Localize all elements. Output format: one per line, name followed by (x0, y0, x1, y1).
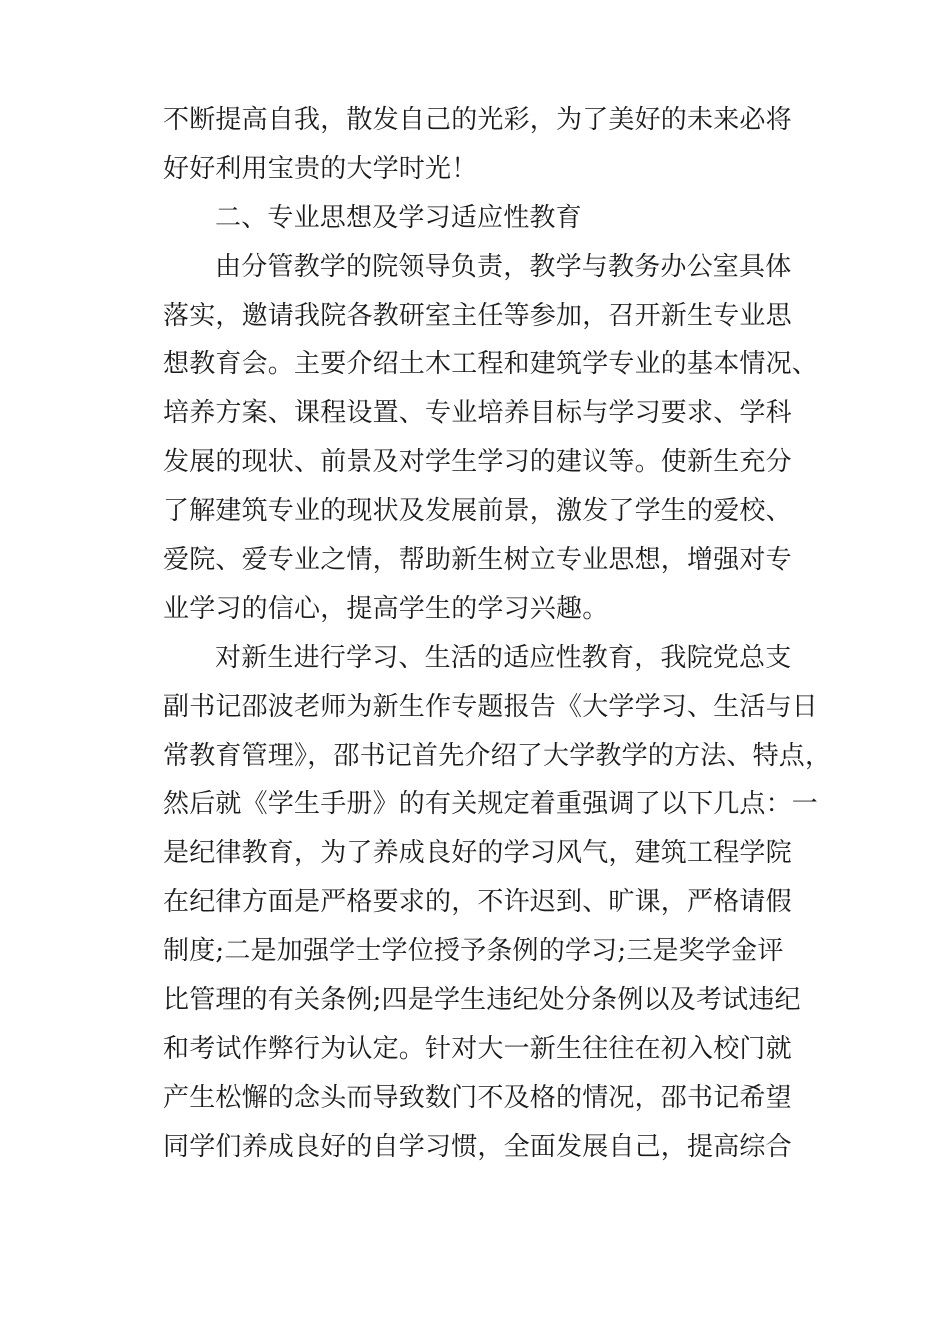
text-line: 是纪律教育，为了养成良好的学习风气，建筑工程学院 (163, 838, 792, 869)
body-text (163, 96, 832, 1172)
text-line: 发展的现状、前景及对学生学习的建议等。使新生充分 (163, 447, 792, 478)
text-line: 在纪律方面是严格要求的，不许迟到、旷课，严格请假 (163, 887, 792, 918)
text-line: 比管理的有关条例;四是学生违纪处分条例以及考试违纪 (163, 985, 801, 1016)
text-line: 制度;二是加强学士学位授予条例的学习;三是奖学金评 (163, 936, 784, 967)
text-line: 落实，邀请我院各教研室主任等参加，召开新生专业思 (163, 300, 792, 331)
text-line: 想教育会。主要介绍土木工程和建筑学专业的基本情况、 (163, 349, 819, 380)
paragraph-first-line: 由分管教学的院领导负责，教学与教务办公室具体 (215, 251, 792, 282)
text-line: 然后就《学生手册》的有关规定着重强调了以下几点：一 (163, 789, 819, 820)
text-line: 常教育管理》，邵书记首先介绍了大学教学的方法、特点， (163, 740, 832, 771)
text-line: 产生松懈的念头而导致数门不及格的情况，邵书记希望 (163, 1082, 792, 1113)
text-line: 爱院、爱专业之情，帮助新生树立专业思想，增强对专 (163, 545, 792, 576)
paragraph-first-line: 对新生进行学习、生活的适应性教育，我院党总支 (215, 642, 792, 673)
text-line: 不断提高自我，散发自己的光彩，为了美好的未来必将 (163, 105, 792, 135)
text-line: 了解建筑专业的现状及发展前景，激发了学生的爱校、 (163, 496, 792, 527)
text-line: 和考试作弊行为认定。针对大一新生往往在初入校门就 (163, 1033, 792, 1064)
text-line: 副书记邵波老师为新生作专题报告《大学学习、生活与日 (163, 691, 819, 722)
text-line: 好好利用宝贵的大学时光！ (163, 153, 478, 184)
text-line: 同学们养成良好的自学习惯，全面发展自己，提高综合 (163, 1131, 792, 1162)
text-line: 业学习的信心，提高学生的学习兴趣。 (163, 593, 609, 624)
text-line: 培养方案、课程设置、专业培养目标与学习要求、学科 (163, 398, 792, 429)
paragraph-first-line: 二、专业思想及学习适应性教育 (215, 202, 582, 233)
